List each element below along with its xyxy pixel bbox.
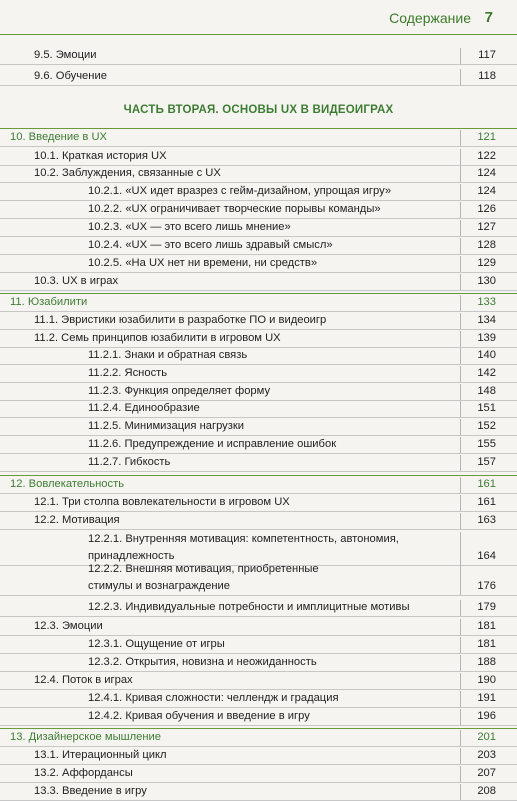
entry-page-number: 142 xyxy=(477,367,496,379)
entry-page-number: 181 xyxy=(477,638,496,650)
row-divider xyxy=(0,707,517,708)
column-divider xyxy=(460,256,461,273)
row-divider xyxy=(0,290,517,291)
column-divider xyxy=(460,513,461,530)
row-divider xyxy=(0,595,517,596)
entry-page-number: 191 xyxy=(477,692,496,704)
entry-page-number: 179 xyxy=(477,601,496,613)
entry-page-number: 140 xyxy=(477,349,496,361)
chapter-divider xyxy=(0,475,517,476)
entry-title: 13.2. Аффордансы xyxy=(34,767,133,779)
entry-title: 12.3.1. Ощущение от игры xyxy=(88,638,225,650)
section-entry[interactable] xyxy=(0,331,517,348)
row-divider xyxy=(0,254,517,255)
row-divider xyxy=(0,746,517,747)
entry-title: 11.2.1. Знаки и обратная связь xyxy=(88,349,248,361)
page-number: 7 xyxy=(484,9,493,26)
subsection-entry[interactable] xyxy=(0,532,517,566)
column-divider xyxy=(460,495,461,512)
row-divider xyxy=(0,146,517,147)
section-entry[interactable] xyxy=(0,513,517,530)
row-divider xyxy=(0,453,517,454)
subsection-entry[interactable] xyxy=(0,455,517,472)
column-divider xyxy=(460,437,461,454)
column-divider xyxy=(460,295,461,312)
column-divider xyxy=(460,562,461,596)
entry-page-number: 152 xyxy=(477,420,496,432)
entry-page-number: 201 xyxy=(477,731,496,743)
entry-page-number: 130 xyxy=(477,275,496,287)
chapter-divider xyxy=(0,293,517,294)
column-divider xyxy=(460,637,461,654)
entry-title: 10.2. Заблуждения, связанные с UX xyxy=(34,167,221,179)
subsection-entry[interactable] xyxy=(0,437,517,454)
row-divider xyxy=(0,382,517,383)
entry-title: 12.4.2. Кривая обучения и введение в игру xyxy=(88,710,310,722)
entry-page-number: 128 xyxy=(477,239,496,251)
entry-title: 12.4. Поток в играх xyxy=(34,674,133,686)
section-entry[interactable] xyxy=(0,748,517,765)
row-divider xyxy=(0,364,517,365)
entry-page-number: 161 xyxy=(477,478,496,490)
row-divider xyxy=(0,311,517,312)
section-entry[interactable] xyxy=(0,274,517,291)
entry-title: 12.2. Мотивация xyxy=(34,514,120,526)
entry-title: 10.2.1. «UX идет вразрез с гейм-дизайном, упрощая игру» xyxy=(88,185,392,197)
column-divider xyxy=(460,691,461,708)
column-divider xyxy=(460,331,461,348)
subsection-entry[interactable] xyxy=(0,238,517,255)
column-divider xyxy=(460,313,461,330)
entry-page-number: 164 xyxy=(477,550,496,562)
entry-title: 10.2.3. «UX — это всего лишь мнение» xyxy=(88,221,291,233)
entry-title: 9.5. Эмоции xyxy=(34,49,97,61)
entry-page-number: 124 xyxy=(477,185,496,197)
entry-title: 11.2.4. Единообразие xyxy=(88,402,200,414)
entry-page-number: 139 xyxy=(477,332,496,344)
section-entry[interactable] xyxy=(0,784,517,801)
row-divider xyxy=(0,218,517,219)
section-entry[interactable] xyxy=(0,48,517,65)
entry-page-number: 118 xyxy=(478,70,496,82)
entry-title: 10. Введение в UX xyxy=(10,131,108,143)
column-divider xyxy=(460,619,461,636)
entry-page-number: 207 xyxy=(477,767,496,779)
subsection-entry[interactable] xyxy=(0,419,517,436)
entry-title: 10.1. Краткая история UX xyxy=(34,150,167,162)
column-divider xyxy=(460,366,461,383)
section-entry[interactable] xyxy=(0,69,517,86)
entry-title-continued: стимулы и вознаграждение xyxy=(88,580,231,592)
entry-title: 12.2.3. Индивидуальные потребности и имплицитные мотивы xyxy=(88,601,410,613)
section-entry[interactable] xyxy=(0,619,517,636)
subsection-entry[interactable] xyxy=(0,709,517,726)
column-divider xyxy=(460,274,461,291)
entry-page-number: 181 xyxy=(477,620,496,632)
entry-title: 10.2.4. «UX — это всего лишь здравый смысл» xyxy=(88,239,333,251)
column-divider xyxy=(460,184,461,201)
entry-page-number: 121 xyxy=(477,131,496,143)
row-divider xyxy=(0,653,517,654)
entry-page-number: 190 xyxy=(477,674,496,686)
subsection-entry[interactable] xyxy=(0,691,517,708)
subsection-entry[interactable] xyxy=(0,202,517,219)
section-entry[interactable] xyxy=(0,149,517,166)
row-divider xyxy=(0,511,517,512)
entry-title: 12.4.1. Кривая сложности: челлендж и градация xyxy=(88,692,339,704)
row-divider xyxy=(0,236,517,237)
entry-title: 9.6. Обучение xyxy=(34,70,107,82)
subsection-entry[interactable] xyxy=(0,600,517,617)
chapter-divider xyxy=(0,128,517,129)
row-divider xyxy=(0,782,517,783)
row-divider xyxy=(0,64,517,65)
entry-title: 12. Вовлекательность xyxy=(10,478,125,490)
column-divider xyxy=(460,149,461,166)
entry-title-continued: принадлежность xyxy=(88,550,175,562)
section-entry[interactable] xyxy=(0,673,517,690)
column-divider xyxy=(460,202,461,219)
column-divider xyxy=(460,166,461,183)
column-divider xyxy=(460,401,461,418)
entry-title: 11.2.3. Функция определяет форму xyxy=(88,385,271,397)
entry-title: 13.1. Итерационный цикл xyxy=(34,749,167,761)
row-divider xyxy=(0,272,517,273)
column-divider xyxy=(460,655,461,672)
row-divider xyxy=(0,725,517,726)
entry-page-number: 151 xyxy=(477,402,496,414)
row-divider xyxy=(0,616,517,617)
entry-title: 11. Юзабилити xyxy=(10,296,88,308)
entry-title: 10.2.2. «UX ограничивает творческие порывы команды» xyxy=(88,203,381,215)
entry-title: 13.3. Введение в игру xyxy=(34,785,147,797)
section-entry[interactable] xyxy=(0,495,517,512)
entry-page-number: 196 xyxy=(477,710,496,722)
entry-title: 11.1. Эвристики юзабилити в разработке ПО и видеоигр xyxy=(34,314,327,326)
row-divider xyxy=(0,529,517,530)
entry-page-number: 134 xyxy=(477,314,496,326)
subsection-entry[interactable] xyxy=(0,637,517,654)
entry-page-number: 203 xyxy=(477,749,496,761)
entry-page-number: 117 xyxy=(478,49,496,61)
column-divider xyxy=(460,69,461,86)
column-divider xyxy=(460,532,461,566)
entry-title: 11.2.2. Ясность xyxy=(88,367,168,379)
entry-page-number: 124 xyxy=(477,167,496,179)
entry-title: 11.2. Семь принципов юзабилити в игровом UX xyxy=(34,332,281,344)
page-header xyxy=(0,0,517,35)
subsection-entry[interactable] xyxy=(0,401,517,418)
row-divider xyxy=(0,435,517,436)
column-divider xyxy=(460,348,461,365)
entry-page-number: 129 xyxy=(477,257,496,269)
entry-page-number: 157 xyxy=(477,456,496,468)
row-divider xyxy=(0,182,517,183)
column-divider xyxy=(460,766,461,783)
section-entry[interactable] xyxy=(0,166,517,183)
entry-page-number: 208 xyxy=(477,785,496,797)
entry-page-number: 161 xyxy=(477,496,496,508)
subsection-entry[interactable] xyxy=(0,384,517,401)
column-divider xyxy=(460,419,461,436)
column-divider xyxy=(460,748,461,765)
column-divider xyxy=(460,730,461,747)
chapter-entry[interactable] xyxy=(0,130,517,147)
column-divider xyxy=(460,784,461,801)
row-divider xyxy=(0,417,517,418)
entry-page-number: 163 xyxy=(477,514,496,526)
entry-title: 11.2.7. Гибкость xyxy=(88,456,171,468)
entry-title: 11.2.6. Предупреждение и исправление ошибок xyxy=(88,438,337,450)
row-divider xyxy=(0,671,517,672)
section-entry[interactable] xyxy=(0,766,517,783)
subsection-entry[interactable] xyxy=(0,366,517,383)
entry-title: 13. Дизайнерское мышление xyxy=(10,731,161,743)
entry-title: 11.2.5. Минимизация нагрузки xyxy=(88,420,245,432)
column-divider xyxy=(460,220,461,237)
entry-page-number: 148 xyxy=(477,385,496,397)
subsection-entry[interactable] xyxy=(0,655,517,672)
row-divider xyxy=(0,764,517,765)
row-divider xyxy=(0,200,517,201)
column-divider xyxy=(460,600,461,617)
part-title: ЧАСТЬ ВТОРАЯ. ОСНОВЫ UX В ВИДЕОИГРАХ xyxy=(123,104,394,116)
row-divider xyxy=(0,635,517,636)
entry-page-number: 188 xyxy=(477,656,496,668)
chapter-entry[interactable] xyxy=(0,477,517,494)
entry-title: 12.3.2. Открытия, новизна и неожиданность xyxy=(88,656,317,668)
subsection-entry[interactable] xyxy=(0,348,517,365)
column-divider xyxy=(460,130,461,147)
entry-title: 12.2.2. Внешняя мотивация, приобретенные xyxy=(88,563,319,575)
entry-page-number: 122 xyxy=(477,150,496,162)
subsection-entry[interactable] xyxy=(0,184,517,201)
entry-page-number: 176 xyxy=(477,580,496,592)
entry-page-number: 127 xyxy=(477,221,496,233)
entry-page-number: 133 xyxy=(477,296,496,308)
column-divider xyxy=(460,384,461,401)
entry-title: 12.3. Эмоции xyxy=(34,620,103,632)
subsection-entry[interactable] xyxy=(0,256,517,273)
entry-title: 12.2.1. Внутренняя мотивация: компетентность, автономия, xyxy=(88,533,399,545)
entry-page-number: 126 xyxy=(477,203,496,215)
chapter-divider xyxy=(0,728,517,729)
column-divider xyxy=(460,477,461,494)
entry-title: 10.2.5. «На UX нет ни времени, ни средств» xyxy=(88,257,318,269)
column-divider xyxy=(460,455,461,472)
column-divider xyxy=(460,48,461,65)
subsection-entry[interactable] xyxy=(0,562,517,596)
chapter-entry[interactable] xyxy=(0,730,517,747)
column-divider xyxy=(460,709,461,726)
entry-title: 10.3. UX в играх xyxy=(34,275,119,287)
column-divider xyxy=(460,238,461,255)
row-divider xyxy=(0,471,517,472)
column-divider xyxy=(460,673,461,690)
row-divider xyxy=(0,493,517,494)
row-divider xyxy=(0,329,517,330)
section-entry[interactable] xyxy=(0,313,517,330)
entry-page-number: 155 xyxy=(477,438,496,450)
running-title: Содержание xyxy=(389,10,471,26)
chapter-entry[interactable] xyxy=(0,295,517,312)
row-divider xyxy=(0,689,517,690)
entry-title: 12.1. Три столпа вовлекательности в игровом UX xyxy=(34,496,290,508)
row-divider xyxy=(0,85,517,86)
subsection-entry[interactable] xyxy=(0,220,517,237)
